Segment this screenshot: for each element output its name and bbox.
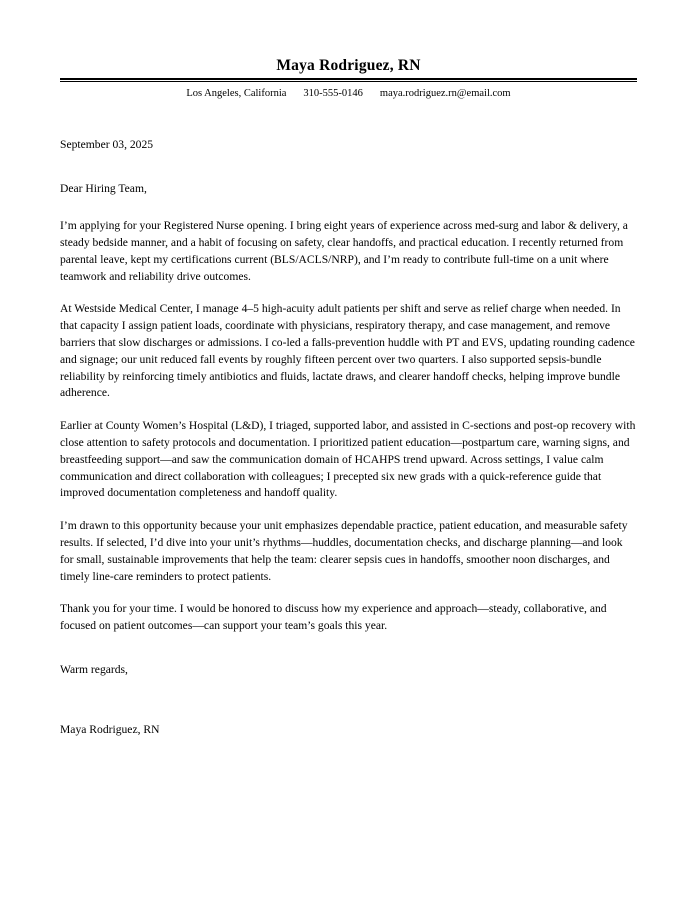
letter-body bbox=[60, 218, 637, 635]
contact-line bbox=[60, 87, 637, 101]
contact-email: maya.rodriguez.rn@email.com bbox=[379, 88, 511, 100]
letter-salutation: Dear Hiring Team, bbox=[60, 181, 147, 195]
letter-paragraph: Thank you for your time. I would be honored to discuss how my experience and approach—steady, collaborative, and focused on patient outcomes—can support your team’s goals this year. bbox=[60, 602, 607, 633]
letterhead bbox=[60, 56, 637, 101]
letter-paragraph: Earlier at County Women’s Hospital (L&D), I triaged, supported labor, and assisted in C-sections and post-op recovery with close attention to safety protocols and documentation. I prioritized patient education—postpartum care, warning signs, and breastfeeding support—and saw the communication domain of HCAHPS trend upward. Across settings, I value calm communication and direct collaboration with colleagues; I precepted six new grads with a quick-reference guide that improved documentation completeness and handoff quality. bbox=[60, 419, 636, 500]
letter-paragraph: At Westside Medical Center, I manage 4–5 high-acuity adult patients per shift and serve as relief charge when needed. In that capacity I assign patient loads, coordinate with physicians, respiratory therapy, and case management, and remove barriers that slow discharges or admissions. I co-led a falls-prevention huddle with PT and EVS, updating rounding cadence and signage; our unit reduced fall events by roughly fifteen percent over two quarters. I also supported sepsis-bundle reliability by reinforcing timely antibiotics and fluids, lactate draws, and clearer handoff checks, helping improve bundle adherence. bbox=[60, 302, 635, 400]
letter-paragraph: I’m applying for your Registered Nurse opening. I bring eight years of experience across med-surg and labor & delivery, a steady bedside manner, and a habit of focusing on safety, clear handoffs, and practical education. I recently returned from parental leave, kept my certifications current (BLS/ACLS/NRP), and I’m ready to contribute full-time on a unit where teamwork and reliability drive outcomes. bbox=[60, 219, 628, 283]
contact-phone: 310-555-0146 bbox=[303, 88, 363, 100]
applicant-name-heading: Maya Rodriguez, RN bbox=[276, 57, 421, 74]
letterhead-rule-thin bbox=[60, 81, 637, 82]
letter-closing: Warm regards, bbox=[60, 663, 128, 677]
letter-date: September 03, 2025 bbox=[60, 138, 154, 152]
letter-paragraph: I’m drawn to this opportunity because your unit emphasizes dependable practice, patient education, and measurable safety results. If selected, I’d dive into your unit’s rhythms—huddles, documentation checks, and discharge planning—and look for small, sustainable improvements that help the team: clearer sepsis cues in handoffs, smoother noon discharges, and timely line-care reminders to protect patients. bbox=[60, 519, 628, 583]
letter-signature: Maya Rodriguez, RN bbox=[60, 722, 160, 736]
contact-location: Los Angeles, California bbox=[186, 88, 287, 100]
